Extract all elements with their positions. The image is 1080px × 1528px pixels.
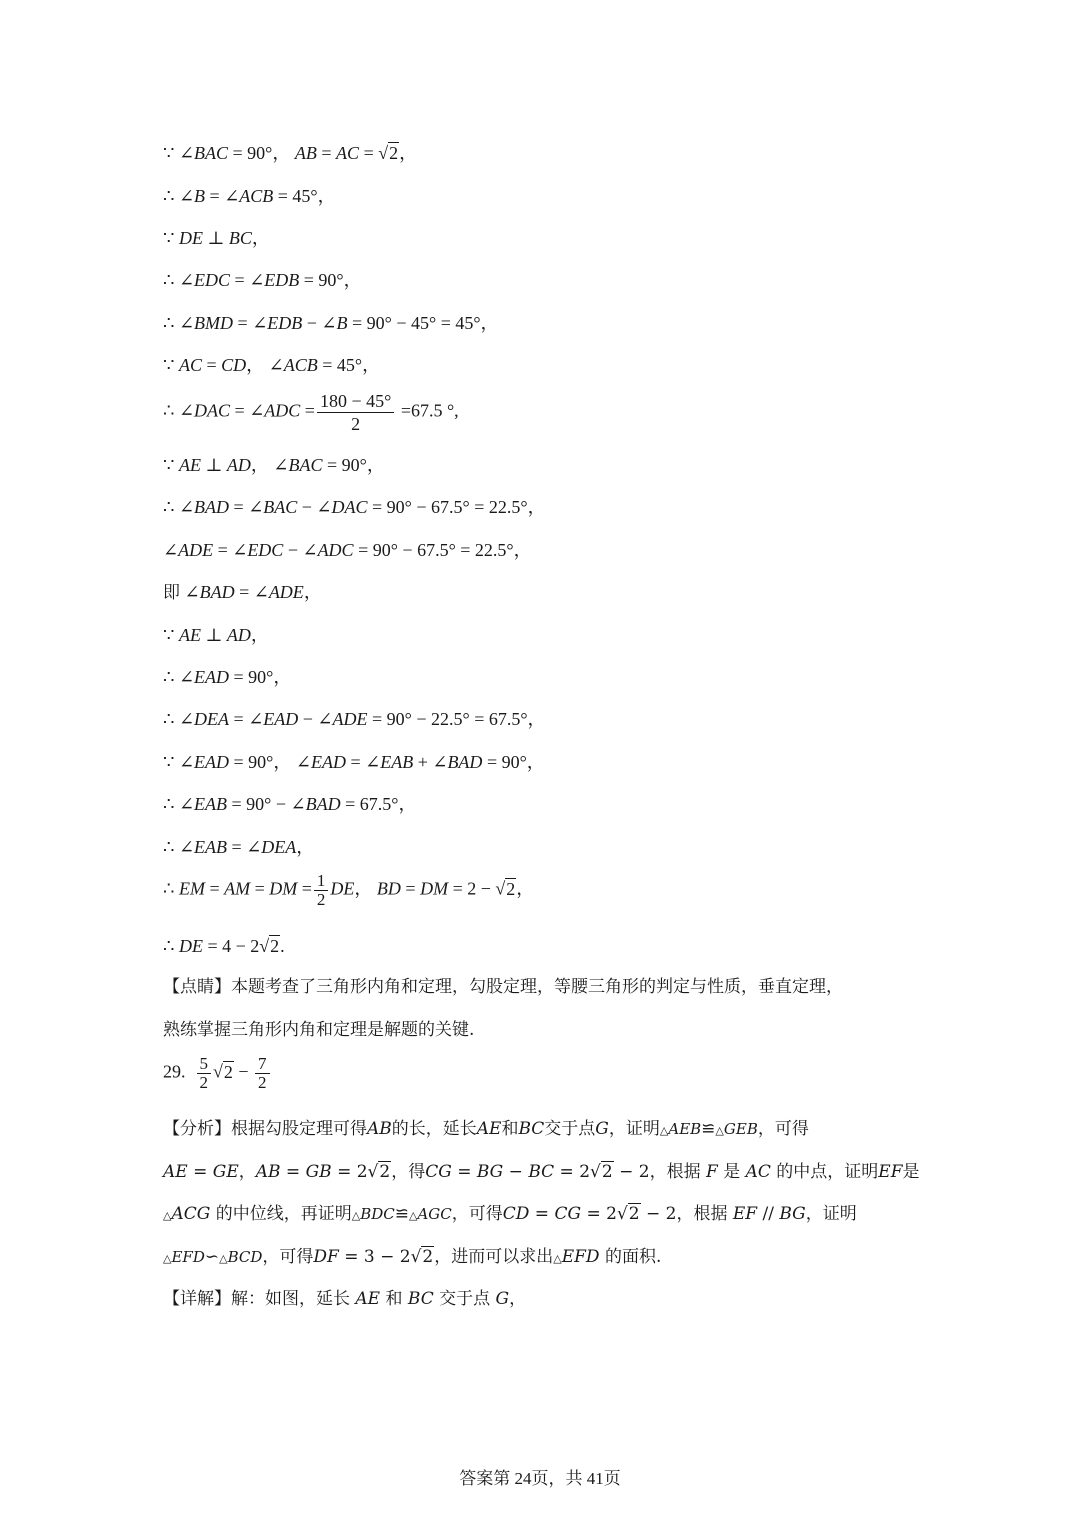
proof-line-17: ∴ ∠EAB = ∠DEA， [163,837,315,857]
proof-line-1: ∵ ∠BAC = 90°， AB = AC = √2， [163,143,418,163]
dianjing-text-2: 熟练掌握三角形内角和定理是解题的关键. [163,1020,475,1040]
proof-line-15: ∵ ∠EAD = 90°， ∠EAD = ∠EAB + ∠BAD = 90°， [163,752,545,772]
xiangjie-text: 解：如图，延长 [231,1289,350,1309]
fenxi-line-4: △EFD∽△BCD，可得DF = 3 − 2√2，进而可以求出△EFD 的面积. [163,1247,662,1267]
fenxi-text: ，根据 [676,1204,728,1224]
fenxi-line-3: △ACG 的中位线，再证明△BDC≌△AGC，可得CD = CG = 2√2 − 2，根据 EF // BG，证明 [163,1204,857,1224]
dianjing-line-2 [163,1018,474,1042]
proof-line-11: 即 ∠BAD = ∠ADE， [163,582,322,603]
fenxi-text: ，可得 [451,1204,503,1224]
proof-line-19: ∴ DE = 4 − 2√2. [163,936,285,956]
proof-line-3: ∵ DE ⊥ BC， [163,228,270,248]
dianjing-text-1: 本题考查了三角形内角和定理，勾股定理，等腰三角形的判定与性质，垂直定理， [231,977,843,997]
fenxi-text: 交于点 [544,1119,596,1139]
fenxi-line-1: 【分析】根据勾股定理可得AB的长，延长AE和BC交于点G，证明△AEB≌△GEB，可得 [163,1119,809,1139]
proof-line-6: ∵ AC = CD， ∠ACB = 45°， [163,355,381,375]
proof-line-5: ∴ ∠BMD = ∠EDB − ∠B = 90° − 45° = 45°， [163,313,499,333]
proof-line-14: ∴ ∠DEA = ∠EAD − ∠ADE = 90° − 22.5° = 67.5°， [163,709,546,729]
dianjing-tag: 【点睛】 [163,977,231,997]
proof-line-16: ∴ ∠EAB = 90° − ∠BAD = 67.5°， [163,794,417,814]
proof-line-12: ∵ AE ⊥ AD， [163,625,269,645]
xiangjie-line-1: 【详解】解：如图，延长 AE 和 BC 交于点 G， [163,1289,527,1309]
proof-line-10: ∠ADE = ∠EDC − ∠ADC = 90° − 67.5° = 22.5°， [163,540,532,560]
fenxi-text: 和 [501,1119,519,1139]
fenxi-text: 是 [723,1162,741,1182]
fenxi-tag: 【分析】 [163,1119,231,1139]
fenxi-text: 的中位线，再证明 [215,1204,352,1224]
fenxi-text: 的长，延长 [391,1119,477,1139]
fenxi-text: ，根据 [649,1162,701,1182]
fenxi-text: ，得 [391,1162,426,1182]
proof-line-18: ∴ EM = AM = DM = $\frac{1}{2}$ DE， BD = DM = 2 − √2， [163,871,535,909]
fenxi-text: 的中点，证明 [776,1162,879,1182]
fenxi-text: ，证明 [805,1204,857,1224]
dianjing-line-1 [163,975,843,999]
fenxi-line-2: AE = GE，AB = GB = 2√2，得CG = BG − BC = 2√2 − 2，根据 F 是 AC 的中点，证明EF是 [163,1162,920,1182]
fenxi-text: 是 [902,1162,920,1182]
fenxi-text: 根据勾股定理可得 [231,1119,367,1139]
xiangjie-text: 交于点 [439,1289,491,1309]
proof-line-13: ∴ ∠EAD = 90°， [163,667,292,687]
fenxi-text: ，证明 [608,1119,660,1139]
proof-line-9: ∴ ∠BAD = ∠BAC − ∠DAC = 90° − 67.5° = 22.5°， [163,497,546,517]
xiangjie-tag: 【详解】 [163,1289,231,1309]
proof-line-4: ∴ ∠EDC = ∠EDB = 90°， [163,270,362,290]
proof-line-8: ∵ AE ⊥ AD， ∠BAC = 90°， [163,455,385,475]
fenxi-text: ，可得 [262,1247,314,1267]
question-29-answer: 29. $\frac{5}{2}$ √2 − $\frac{7}{2}$ [163,1055,272,1092]
fenxi-text: 的面积. [604,1247,662,1267]
proof-line-7: ∴ ∠DAC = ∠ADC = $\frac{180 - 45^\circ}{2}$ =67.5 °, [163,391,459,434]
question-number: 29. [163,1061,186,1082]
proof-line-2: ∴ ∠B = ∠ACB = 45°， [163,186,336,206]
fenxi-text: ，进而可以求出 [434,1247,554,1267]
xiangjie-text: ， [509,1289,527,1309]
page-footer: 答案第 24页，共 41页 [459,1469,621,1488]
fenxi-text: ，可得 [757,1119,809,1139]
xiangjie-text: 和 [385,1289,403,1309]
